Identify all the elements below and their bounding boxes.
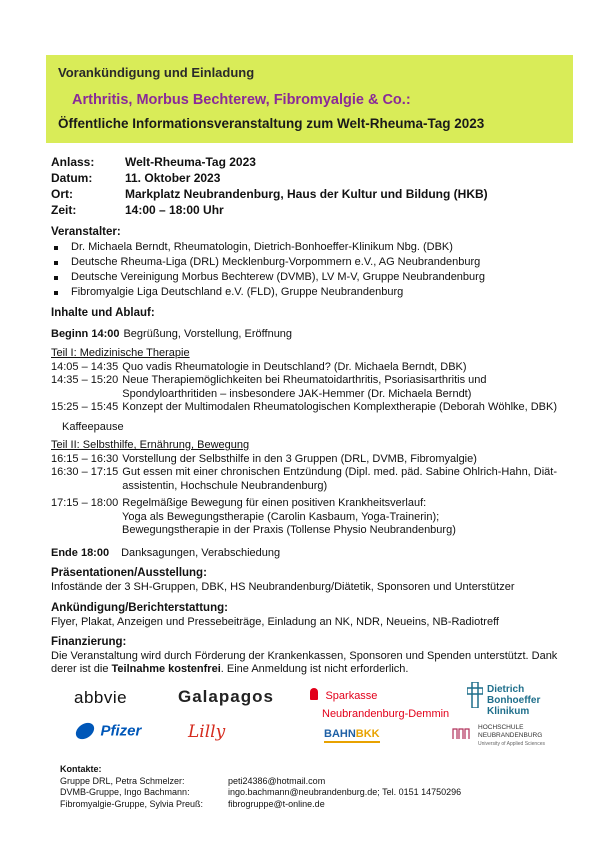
header-banner xyxy=(46,55,573,143)
contacts-section xyxy=(60,764,461,810)
contact-email: peti24386@hotmail.com xyxy=(228,775,326,786)
announcement-text: Flyer, Plakat, Anzeigen und Pressebeiträge, Einladung an NK, NDR, Neueins, NB-Radiotreff xyxy=(51,616,499,628)
program-item: 16:15 – 16:30 Vorstellung der Selbsthilfe in den 3 Gruppen (DRL, DVMB, Fibromyalgie) xyxy=(51,452,477,465)
financing-section xyxy=(51,636,571,677)
presentations-text: Infostände der 3 SH-Gruppen, DBK, HS Neubrandenburg/Diätetik, Sponsoren und Unterstützer xyxy=(51,581,515,593)
lilly-logo: Lilly xyxy=(188,722,226,742)
program-end: Ende 18:00 Danksagungen, Verabschiedung xyxy=(51,546,281,559)
dbk-cross-icon xyxy=(467,682,483,708)
hochschule-building-icon xyxy=(452,726,472,740)
pfizer-logo: Pfizer xyxy=(74,720,141,742)
info-row-location: Ort: Markplatz Neubrandenburg, Haus der Kultur und Bildung (HKB) xyxy=(51,187,488,201)
list-item: Deutsche Vereinigung Morbus Bechterew (DVMB), LV M-V, Gruppe Neubrandenburg xyxy=(51,270,485,285)
list-item: Dr. Michaela Berndt, Rheumatologin, Dietrich-Bonhoeffer-Klinikum Nbg. (DBK) xyxy=(51,240,485,255)
presentations-heading: Präsentationen/Ausstellung: xyxy=(51,567,207,579)
info-row-date: Datum: 11. Oktober 2023 xyxy=(51,171,221,185)
contact-email: fibrogruppe@t-online.de xyxy=(228,798,325,809)
pre-announcement: Vorankündigung und Einladung xyxy=(58,65,255,80)
program-item: 14:05 – 14:35 Quo vadis Rheumatologie in Deutschland? (Dr. Michaela Berndt, DBK) xyxy=(51,360,467,373)
program-item: 17:15 – 18:00 Regelmäßige Bewegung für einen positiven Krankheitsverlauf: xyxy=(51,497,427,509)
abbvie-logo: abbvie xyxy=(74,688,128,707)
contact-row: DVMB-Gruppe, Ingo Bachmann: ingo.bachmann@neubrandenburg.de; Tel. 0151 14750296 xyxy=(60,787,462,797)
event-subtitle: Öffentliche Informationsveranstaltung zum Welt-Rheuma-Tag 2023 xyxy=(58,116,485,131)
program-item: 15:25 – 15:45 Konzept der Multimodalen Rheumatologischen Komplextherapie (Deborah Wöhlke, DBK) xyxy=(51,401,558,413)
part2-title: Teil II: Selbsthilfe, Ernährung, Bewegung xyxy=(51,439,250,451)
program-section xyxy=(51,307,571,560)
contact-row: Gruppe DRL, Petra Schmelzer: peti24386@hotmail.com xyxy=(60,775,326,786)
organizers-list xyxy=(51,240,485,300)
contacts-heading: Kontakte: xyxy=(60,764,102,774)
contact-row: Fibromyalgie-Gruppe, Sylvia Preuß: fibrogruppe@t-online.de xyxy=(60,798,325,809)
sponsor-logos: abbvie Galapagos Sparkasse Neubrandenburg-Demmin Dietrich Bonhoeffer Klinikum Pfizer Lilly BAHNBKK HOCHSCHULE NEUBRANDENBURG University of Applied Sciences xyxy=(74,684,545,747)
program-subitem: Yoga als Bewegungstherapie (Carolin Kasbaum, Yoga-Trainerin); xyxy=(122,510,440,523)
financing-heading: Finanzierung: xyxy=(51,636,127,648)
part1-title: Teil I: Medizinische Therapie xyxy=(51,347,190,359)
announcement-section xyxy=(51,601,499,629)
program-start: Beginn 14:00 Begrüßung, Vorstellung, Eröffnung xyxy=(51,327,293,340)
info-row-occasion: Anlass: Welt-Rheuma-Tag 2023 xyxy=(51,155,256,169)
program-heading: Inhalte und Ablauf: xyxy=(51,307,155,319)
contact-email: ingo.bachmann@neubrandenburg.de; Tel. 0151 14750296 xyxy=(228,787,462,797)
list-item: Deutsche Rheuma-Liga (DRL) Mecklenburg-Vorpommern e.V., AG Neubrandenburg xyxy=(51,255,485,270)
bahnbkk-underline xyxy=(324,741,380,743)
organizers-heading: Veranstalter: xyxy=(51,226,121,238)
financing-text: Die Veranstaltung wird durch Förderung der Krankenkassen, Sponsoren und Spenden unterstützt. Dank derer ist die Teilnahme kostenfrei. Eine Anmeldung ist nicht erforderlich. xyxy=(51,649,558,675)
bahnbkk-logo: BAHNBKK xyxy=(324,728,380,743)
event-title: Arthritis, Morbus Bechterew, Fibromyalgie & Co.: xyxy=(72,92,411,108)
coffee-break: Kaffeepause xyxy=(62,420,124,433)
sparkasse-logo: Sparkasse Neubrandenburg-Demmin xyxy=(310,686,449,722)
galapagos-logo: Galapagos xyxy=(178,687,274,706)
event-info xyxy=(51,154,488,218)
info-row-time: Zeit: 14:00 – 18:00 Uhr xyxy=(51,203,224,217)
program-item: 16:30 – 17:15 Gut essen mit einer chronischen Entzündung (Dipl. med. päd. Sabine Ohlrich-Hahn, Diät-assistentin, Hochschule Neubrandenburg) xyxy=(51,466,558,492)
presentations-section xyxy=(51,566,514,594)
pfizer-pill-icon xyxy=(74,720,96,742)
announcement-heading: Ankündigung/Berichterstattung: xyxy=(51,602,228,614)
sparkasse-s-icon xyxy=(310,688,318,700)
program-item: 14:35 – 15:20 Neue Therapiemöglichkeiten bei Rheumatoidarthritis, Psoriasisarthritis und Spondyloarthritiden – insbesondere JAK-Hemmer (Dr. Michaela Berndt) xyxy=(51,374,487,400)
program-subitem: Bewegungstherapie in der Praxis (Tollense Physio Neubrandenburg) xyxy=(122,524,456,536)
list-item: Fibromyalgie Liga Deutschland e.V. (FLD), Gruppe Neubrandenburg xyxy=(51,285,485,300)
organizers-section xyxy=(51,226,485,300)
